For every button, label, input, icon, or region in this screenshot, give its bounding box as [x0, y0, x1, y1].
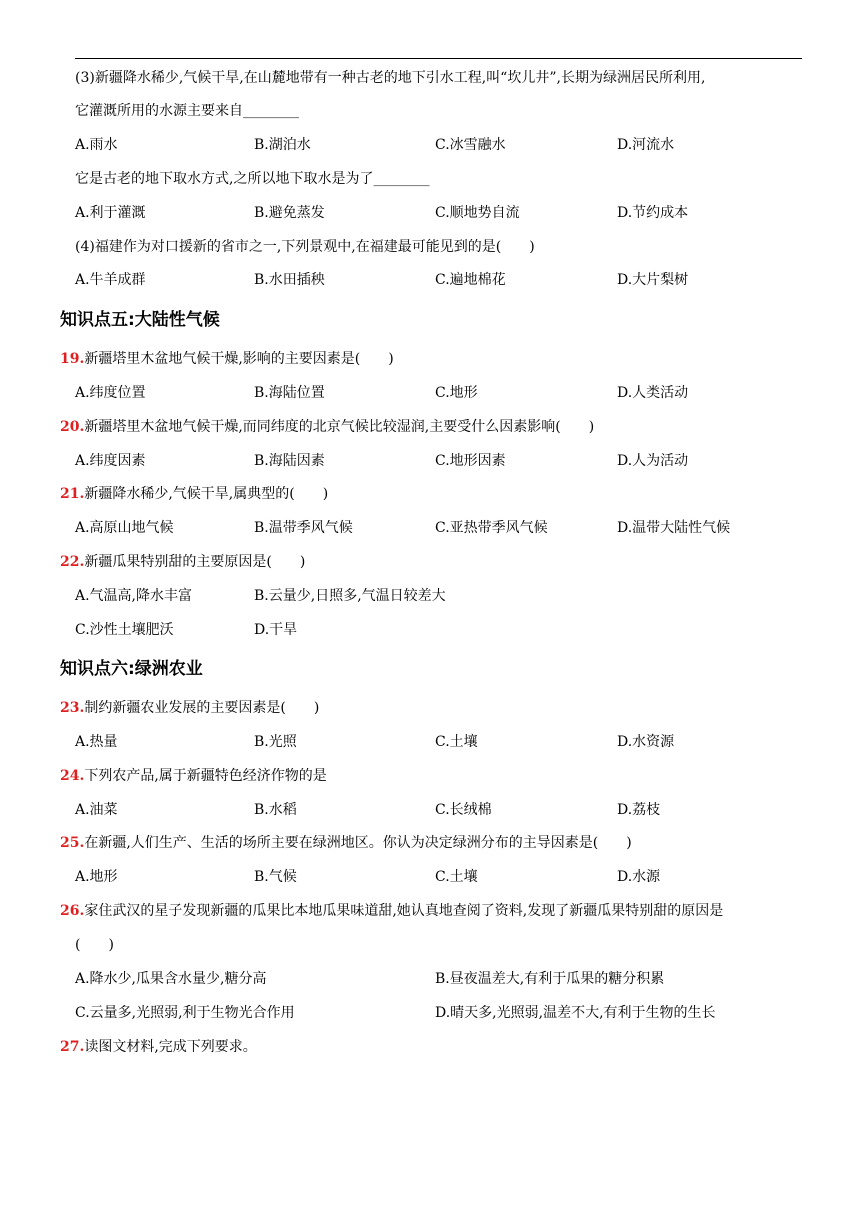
- question-number: 19.: [60, 351, 85, 367]
- question-number: 24.: [60, 768, 85, 784]
- question-text: 读图文材料,完成下列要求。: [84, 1039, 257, 1055]
- q20-option-d[interactable]: D.人为活动: [617, 453, 689, 469]
- q18-part3-option-d[interactable]: D.河流水: [617, 137, 675, 153]
- question-number: 20.: [60, 419, 85, 435]
- question-22: [60, 552, 305, 572]
- section-heading-oasis-agriculture: 知识点六:绿洲农业: [60, 659, 203, 679]
- q18-part4-text: (4)福建作为对口援新的省市之一,下列景观中,在福建最可能见到的是( ): [75, 239, 535, 255]
- header-rule: [75, 58, 802, 59]
- q24-option-d[interactable]: D.荔枝: [617, 802, 661, 818]
- q20-option-c[interactable]: C.地形因素: [435, 453, 506, 469]
- q18-part4-option-b[interactable]: B.水田插秧: [254, 272, 325, 288]
- q26-option-d[interactable]: D.晴天多,光照弱,温差不大,有利于生物的生长: [435, 1005, 716, 1021]
- q20-option-b[interactable]: B.海陆因素: [254, 453, 325, 469]
- q18-part3-option-a[interactable]: A.雨水: [75, 137, 118, 153]
- q19-option-d[interactable]: D.人类活动: [617, 385, 689, 401]
- q18-part3b-option-c[interactable]: C.顺地势自流: [435, 205, 520, 221]
- q25-option-d[interactable]: D.水源: [617, 869, 661, 885]
- question-number: 22.: [60, 554, 85, 570]
- question-21: [60, 484, 328, 504]
- q22-option-c[interactable]: C.沙性土壤肥沃: [75, 622, 174, 638]
- question-26: [60, 901, 723, 921]
- question-text: 下列农产品,属于新疆特色经济作物的是: [84, 768, 327, 784]
- q23-option-d[interactable]: D.水资源: [617, 734, 675, 750]
- question-text: 新疆塔里木盆地气候干燥,影响的主要因素是( ): [84, 351, 394, 367]
- q18-part3b-option-a[interactable]: A.利于灌溉: [75, 205, 146, 221]
- q18-part3-line2: 它灌溉所用的水源主要来自________: [75, 103, 299, 119]
- q24-option-b[interactable]: B.水稻: [254, 802, 297, 818]
- question-20: [60, 417, 594, 437]
- q18-part3-option-b[interactable]: B.湖泊水: [254, 137, 311, 153]
- q26-option-a[interactable]: A.降水少,瓜果含水量少,糖分高: [75, 971, 267, 987]
- q26-option-b[interactable]: B.昼夜温差大,有利于瓜果的糖分积累: [435, 971, 665, 987]
- q22-option-b[interactable]: B.云量少,日照多,气温日较差大: [254, 588, 446, 604]
- q23-option-c[interactable]: C.土壤: [435, 734, 478, 750]
- q25-option-a[interactable]: A.地形: [75, 869, 118, 885]
- question-number: 27.: [60, 1039, 85, 1055]
- question-text: 在新疆,人们生产、生活的场所主要在绿洲地区。你认为决定绿洲分布的主导因素是( ): [84, 835, 632, 851]
- q22-option-a[interactable]: A.气温高,降水丰富: [75, 588, 193, 604]
- section-heading-continental-climate: 知识点五:大陆性气候: [60, 310, 220, 330]
- question-number: 26.: [60, 903, 85, 919]
- q18-part3b-option-b[interactable]: B.避免蒸发: [254, 205, 325, 221]
- q26-option-c[interactable]: C.云量多,光照弱,利于生物光合作用: [75, 1005, 295, 1021]
- question-text: 新疆降水稀少,气候干旱,属典型的( ): [84, 486, 329, 502]
- q18-part3-option-c[interactable]: C.冰雪融水: [435, 137, 506, 153]
- q21-option-a[interactable]: A.高原山地气候: [75, 520, 174, 536]
- q21-option-b[interactable]: B.温带季风气候: [254, 520, 353, 536]
- q19-option-c[interactable]: C.地形: [435, 385, 478, 401]
- q18-part4-option-a[interactable]: A.牛羊成群: [75, 272, 146, 288]
- question-number: 25.: [60, 835, 85, 851]
- q18-part4-option-d[interactable]: D.大片梨树: [617, 272, 689, 288]
- q18-part3b-text: 它是古老的地下取水方式,之所以地下取水是为了________: [75, 171, 430, 187]
- question-number: 21.: [60, 486, 85, 502]
- q18-part3b-option-d[interactable]: D.节约成本: [617, 205, 689, 221]
- q24-option-c[interactable]: C.长绒棉: [435, 802, 492, 818]
- q21-option-d[interactable]: D.温带大陆性气候: [617, 520, 731, 536]
- q19-option-b[interactable]: B.海陆位置: [254, 385, 325, 401]
- question-text: 家住武汉的星子发现新疆的瓜果比本地瓜果味道甜,她认真地查阅了资料,发现了新疆瓜果特别甜的原因是: [84, 903, 724, 919]
- q18-part4-option-c[interactable]: C.遍地棉花: [435, 272, 506, 288]
- q19-option-a[interactable]: A.纬度位置: [75, 385, 146, 401]
- q24-option-a[interactable]: A.油菜: [75, 802, 118, 818]
- question-24: [60, 766, 327, 786]
- question-23: [60, 698, 319, 718]
- q18-part3-line1: (3)新疆降水稀少,气候干旱,在山麓地带有一种古老的地下引水工程,叫“坎儿井”,长期为绿洲居民所利用,: [75, 70, 706, 86]
- q25-option-c[interactable]: C.土壤: [435, 869, 478, 885]
- question-text: 新疆瓜果特别甜的主要原因是( ): [84, 554, 306, 570]
- q23-option-a[interactable]: A.热量: [75, 734, 118, 750]
- question-text: 制约新疆农业发展的主要因素是( ): [84, 700, 320, 716]
- q22-option-d[interactable]: D.干旱: [254, 622, 298, 638]
- question-27: [60, 1037, 257, 1057]
- question-number: 23.: [60, 700, 85, 716]
- question-25: [60, 833, 632, 853]
- q25-option-b[interactable]: B.气候: [254, 869, 297, 885]
- question-26-blank: ( ): [75, 937, 114, 953]
- q20-option-a[interactable]: A.纬度因素: [75, 453, 146, 469]
- question-text: 新疆塔里木盆地气候干燥,而同纬度的北京气候比较湿润,主要受什么因素影响( ): [84, 419, 595, 435]
- q21-option-c[interactable]: C.亚热带季风气候: [435, 520, 548, 536]
- q23-option-b[interactable]: B.光照: [254, 734, 297, 750]
- question-19: [60, 349, 394, 369]
